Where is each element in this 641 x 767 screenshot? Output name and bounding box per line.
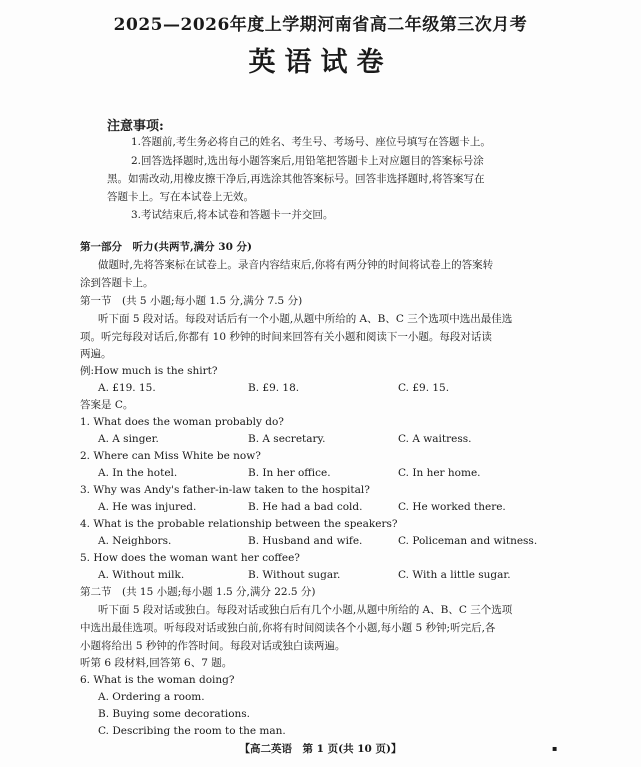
q6-option-b: B. Buying some decorations. xyxy=(98,708,251,720)
notice-line: 2.回答选择题时,选出每小题答案后,用铅笔把答题卡上对应题目的答案标号涂 xyxy=(131,155,484,167)
section1-intro-line: 项。听完每段对话后,你都有 10 秒钟的时间来回答有关小题和阅读下一小题。每段对话读 xyxy=(80,331,492,343)
q1-option-a: A. A singer. xyxy=(98,433,159,445)
section2-intro-line: 听下面 5 段对话或独白。每段对话或独白后有几个小题,从题中所给的 A、B、C 三个选项 xyxy=(98,604,513,616)
notice-line: 3.考试结束后,将本试卷和答题卡一并交回。 xyxy=(131,209,334,221)
q1-option-c: C. A waitress. xyxy=(398,433,472,445)
q3-option-c: C. He worked there. xyxy=(398,501,506,513)
example-option-b: B. £9. 18. xyxy=(248,382,300,394)
q6-option-a: A. Ordering a room. xyxy=(98,691,205,703)
question-6: 6. What is the woman doing? xyxy=(80,674,235,686)
q3-option-b: B. He had a bad cold. xyxy=(248,501,363,513)
question-2: 2. Where can Miss White be now? xyxy=(80,450,261,462)
part1-heading: 第一部分 听力(共两节,满分 30 分) xyxy=(80,241,253,253)
q5-option-c: C. With a little sugar. xyxy=(398,569,511,581)
exam-subtitle: 英语试卷 xyxy=(248,47,393,78)
part1-intro-line: 做题时,先将答案标在试卷上。录音内容结束后,你将有两分钟的时间将试卷上的答案转 xyxy=(98,259,494,271)
q2-option-c: C. In her home. xyxy=(398,467,481,479)
question-3: 3. Why was Andy's father-in-law taken to the hospital? xyxy=(80,484,370,496)
q4-option-c: C. Policeman and witness. xyxy=(398,535,538,547)
q4-option-a: A. Neighbors. xyxy=(98,535,172,547)
section2-intro-line: 中选出最佳选项。听每段对话或独白前,你将有时间阅读各个小题,每小题 5 秒钟;听完后,各 xyxy=(80,622,496,634)
notice-line: 1.答题前,考生务必将自己的姓名、考生号、考场号、座位号填写在答题卡上。 xyxy=(131,136,491,148)
notice-line: 答题卡上。写在本试卷上无效。 xyxy=(107,191,254,203)
material-instruction: 听第 6 段材料,回答第 6、7 题。 xyxy=(80,657,233,669)
section2-heading: 第二节 (共 15 小题;每小题 1.5 分,满分 22.5 分) xyxy=(80,586,316,598)
section1-heading: 第一节 (共 5 小题;每小题 1.5 分,满分 7.5 分) xyxy=(80,295,303,307)
exam-title: 2025—2026年度上学期河南省高二年级第三次月考 xyxy=(113,15,528,35)
example-option-a: A. £19. 15. xyxy=(98,382,156,394)
example-answer: 答案是 C。 xyxy=(80,399,134,411)
q5-option-a: A. Without milk. xyxy=(98,569,185,581)
section2-intro-line: 小题将给出 5 秒钟的作答时间。每段对话或独白读两遍。 xyxy=(80,640,346,652)
section1-intro-line: 听下面 5 段对话。每段对话后有一个小题,从题中所给的 A、B、C 三个选项中选出最佳选 xyxy=(98,313,513,325)
question-1: 1. What does the woman probably do? xyxy=(80,416,284,428)
notice-heading: 注意事项: xyxy=(107,119,164,134)
q3-option-a: A. He was injured. xyxy=(98,501,197,513)
question-4: 4. What is the probable relationship between the speakers? xyxy=(80,518,398,530)
section1-intro-line: 两遍。 xyxy=(80,348,112,360)
corner-mark: ▪ xyxy=(552,744,558,753)
q4-option-b: B. Husband and wife. xyxy=(248,535,363,547)
q1-option-b: B. A secretary. xyxy=(248,433,326,445)
page-footer: 【高二英语 第 1 页(共 10 页)】 xyxy=(239,743,402,755)
q2-option-a: A. In the hotel. xyxy=(98,467,178,479)
example-question: 例:How much is the shirt? xyxy=(80,365,218,377)
question-5: 5. How does the woman want her coffee? xyxy=(80,552,300,564)
notice-line: 黑。如需改动,用橡皮擦干净后,再选涂其他答案标号。回答非选择题时,将答案写在 xyxy=(107,173,485,185)
example-option-c: C. £9. 15. xyxy=(398,382,450,394)
q6-option-c: C. Describing the room to the man. xyxy=(98,725,286,737)
q2-option-b: B. In her office. xyxy=(248,467,331,479)
q5-option-b: B. Without sugar. xyxy=(248,569,341,581)
part1-intro-line: 涂到答题卡上。 xyxy=(80,277,154,289)
